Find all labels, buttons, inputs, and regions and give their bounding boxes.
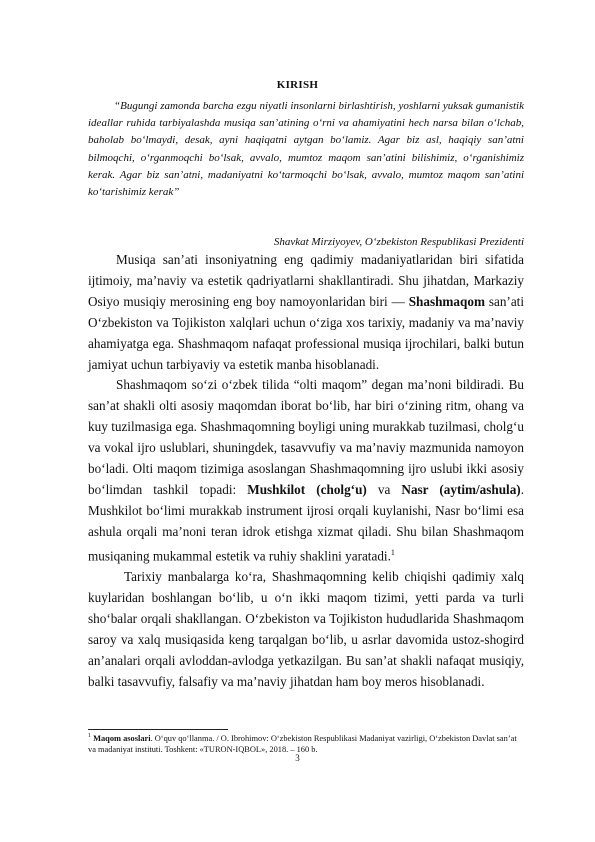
footnote-number: 1 xyxy=(88,733,91,739)
paragraph-3: Tarixiy manbalarga ko‘ra, Shashmaqomning kelib chiqishi qadimiy xalq kuylaridan boshlangan bo‘lib, u o‘n ikki maqom tizimi, yetti parda va turli sho‘balar orqali shakllangan. O‘zbekiston va Tojikiston hududlarida Shashmaqom saroy va xalq musiqasida keng tarqalgan bo‘lib, u asrlar davomida ustoz-shogird an’analari orqali avloddan-avlodga yetkazilgan. Bu san’at shakli nafaqat musiqiy, balki tasavvufiy, falsafiy va ma’naviy jihatdan ham boy meros hisoblanadi. xyxy=(88,568,524,689)
p2-text-c: va xyxy=(366,481,402,497)
footnote-bold-title: Maqom asoslari xyxy=(93,733,151,743)
p1-text-c: san’ati O‘zbekiston va Tojikiston xalqlari uchun o‘ziga xos tarixiy, madaniy va ma’naviy ahamiyatga ega. Shashmaqom nafaqat professional musiqa ijrochilari, balki butun jamiyat uchun tarbiyaviy va estetik manba hisoblanadi. xyxy=(88,293,525,372)
paragraph-1 xyxy=(88,250,524,375)
p2-text-e: . Mushkilot bo‘limi murakkab instrument ijrosi orqali kuylanishi, Nasr bo‘limi esa ashula orqali ma’noni teran idrok etishga xizmat qiladi. Shu bilan Shashmaqom musiqaning mukammal estetik va ruhiy shaklini yaratadi. xyxy=(88,481,524,564)
section-title: KIRISH xyxy=(276,79,319,91)
p2-bold-nasr: Nasr (aytim/ashula) xyxy=(401,481,521,497)
p1-bold-term: Shashmaqom xyxy=(408,293,485,309)
footnote xyxy=(88,731,524,755)
p2-text-a: Shashmaqom so‘zi o‘zbek tilida “olti maqom” degan ma’noni bildiradi. Bu san’at shakli olti asosiy maqomdan iborat bo‘lib, har biri o‘zining ritm, ohang va kuy tuzilmasiga ega. Shashmaqomning boyligi uning murakkab tuzilmasi, cholg‘u va vokal ijro uslublari, shuningdek, tasavvufiy va ma’naviy mazmunida namoyon bo‘ladi. Olti maqom tizimiga asoslangan Shashmaqomning ijro uslubi ikki asosiy bo‘limdan tashkil topadi: xyxy=(88,377,524,497)
footnote-divider xyxy=(88,729,228,730)
footnote-text: . O‘quv qo‘llanma. / O. Ibrohimov: O‘zbekiston Respublikasi Madaniyat vazirligi, O‘zbekiston Davlat san’at va madaniyat instituti. Toshkent: «TURON-IQBOL», 2018. – 160 b. xyxy=(88,733,517,754)
p2-bold-mushkilot: Mushkilot (cholg‘u) xyxy=(247,481,367,497)
page-number: 3 xyxy=(295,753,300,763)
p1-text-a: Musiqa san’ati insoniyatning eng qadimiy madaniyatlaridan biri sifatida ijtimoiy, ma’naviy va estetik qadriyatlarni shakllantiradi. Shu jihatdan, Markaziy Osiyo musiqiy merosining eng boy namoyonlaridan biri — xyxy=(88,252,524,309)
epigraph-quote: “Bugungi zamonda barcha ezgu niyatli insonlarni birlashtirish, yoshlarni yuksak gumanistik ideallar ruhida tarbiyalashda musiqa san’atining o‘rni va ahamiyatini hech narsa bilan o‘lchab, baholab bo‘lmaydi, desak, ayni haqiqatni aytgan bo‘lamiz. Agar biz asl, haqiqiy san’atni bilmoqchi, o‘rganmoqchi bo‘lsak, avvalo, mumtoz maqom san’atini bilishimiz, o‘rganishimiz kerak. Agar biz san’atni, madaniyatni ko‘tarmoqchi bo‘lsak, avvalo, mumtoz maqom san’atini ko‘tarishimiz kerak” xyxy=(88,100,524,199)
paragraph-2 xyxy=(88,375,524,567)
body-text xyxy=(88,250,524,692)
epigraph-author: Shavkat Mirziyoyev, O‘zbekiston Respublikasi Prezidenti xyxy=(273,236,524,248)
footnote-ref[interactable]: 1 xyxy=(390,547,395,557)
